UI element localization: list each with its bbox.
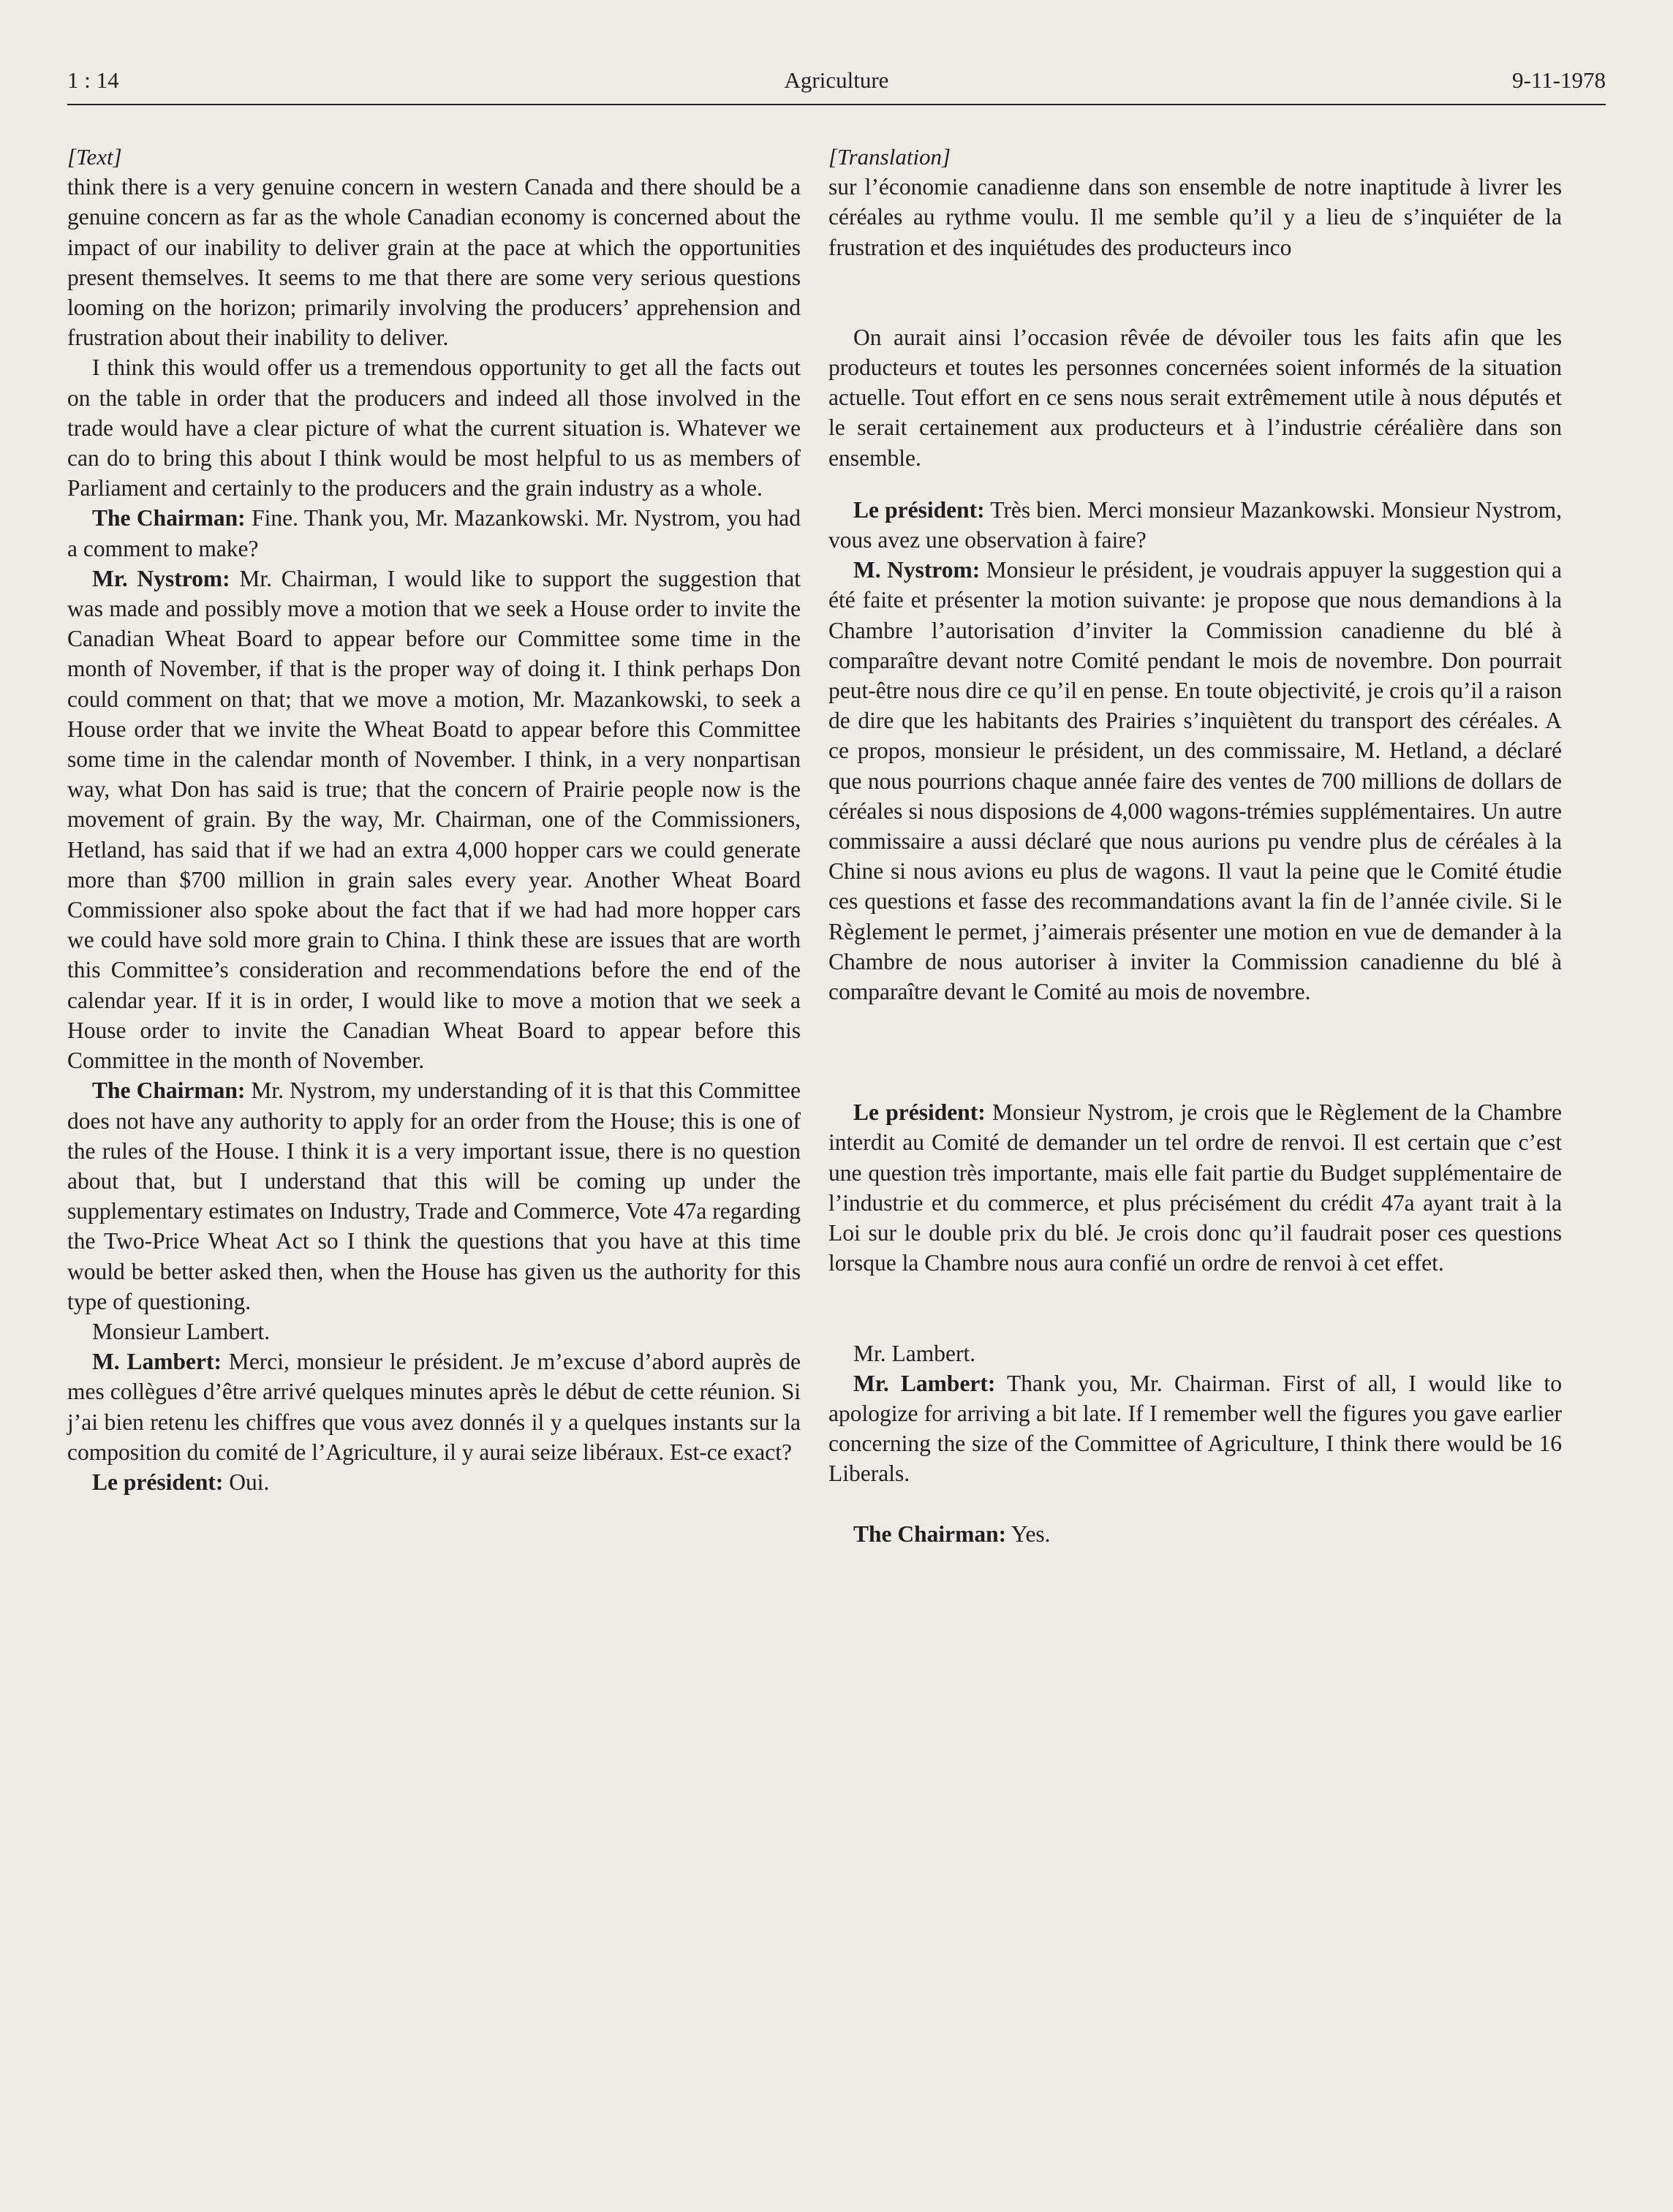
spacer: [828, 1007, 1562, 1097]
spacer: [828, 473, 1562, 495]
paragraph: think there is a very genuine concern in western Canada and there should be a genuine concern as far as the whole Canadian economy is concerned about the impact of our inability to deliver grain at the pace at which the opportunities present themselves. It seems to me that there are some very serious questions looming on the horizon; primarily involving the producers’ apprehension and frustration about their inability to deliver.: [67, 174, 801, 351]
speaker-name: M. Lambert:: [92, 1349, 222, 1375]
speech: [828, 1097, 1562, 1278]
running-title: Agriculture: [784, 67, 889, 93]
speech-text: Monsieur Nystrom, je crois que le Règlement de la Chambre interdit au Comité de demander un tel ordre de renvoi. Il est certain que c’est une question très importante, mais elle fait partie du Budget supplémentaire de l’industrie et du commerce, et plus précisément du crédit 47a ayant trait à la Loi sur le double prix du blé. Je crois donc qu’il faudrait poser ces questions lorsque la Chambre nous aura confié un ordre de renvoi à cet effet.: [828, 1099, 1562, 1276]
translation-label: [Translation]: [828, 144, 951, 170]
speech-text: Monsieur le président, je voudrais appuyer la suggestion qui a été faite et présenter la motion suivante: je propose que nous demandions à la Chambre l’autorisation d’inviter la Commission canadienne du blé à comparaître devant notre Comité pendant le mois de novembre. Don pourrait peut-être nous dire ce qu’il en pense. En toute objectivité, je crois qu’il a raison de dire que les habitants des Prairies s’inquiètent du transport des céréales. A ce propos, monsieur le président, un des commissaire, M. Hetland, a déclaré que nous pourrions chaque année faire des ventes de 700 millions de dollars de céréales si nous disposions de 4,000 wagons-trémies supplémentaires. Un autre commissaire a aussi déclaré que nous aurions pu vendre plus de céréales à la Chine si nous avions eu plus de wagons. Il vaut la peine que le Comité étudie ces questions et fasse des recommandations avant la fin de l’année civile. Si le Règlement le permet, j’aimerais présenter une motion en vue de demander à la Chambre de nous autoriser à inviter la Commission canadienne du blé à comparaître devant le Comité au mois de novembre.: [828, 557, 1563, 1005]
sitting-date: 9-11-1978: [1512, 67, 1606, 93]
speech-text: Merci, monsieur le président. Je m’excuse d’abord auprès de mes collègues d’être arrivé quelques minutes après le début de cette réunion. Si j’ai bien retenu les chiffres que vous avez donnés il y a quelques instants sur la composition du comité de l’Agriculture, il y aurai seize libéraux. Est-ce exact?: [67, 1349, 801, 1465]
paragraph: Monsieur Lambert.: [92, 1318, 271, 1344]
text-label: [Text]: [67, 144, 122, 170]
page-number: 1 : 14: [67, 67, 119, 93]
speech: [828, 1519, 1562, 1549]
speech-text: Yes.: [1006, 1520, 1051, 1547]
page-header: [67, 67, 1606, 101]
speech: [67, 503, 801, 563]
speaker-name: Le président:: [853, 496, 985, 523]
spacer: [828, 262, 1562, 322]
paragraph: sur l’économie canadienne dans son ensemble de notre inaptitude à livrer les céréales au rythme voulu. Il me semble qu’il y a lieu de s’inquiéter de la frustration et des inquiétudes des producteurs inco: [828, 174, 1562, 260]
speaker-name: Mr. Lambert:: [853, 1370, 996, 1396]
speech: [828, 1368, 1562, 1489]
english-column: [67, 142, 801, 1497]
speech: [67, 1346, 801, 1467]
speech: [67, 1467, 801, 1497]
paragraph: On aurait ainsi l’occasion rêvée de dévoiler tous les faits afin que les producteurs et toutes les personnes concernées soient informés de la situation actuelle. Tout effort en ce sens nous serait extrêmement utile à nous députés et le serait certainement aux producteurs et à l’industrie céréalière dans son ensemble.: [828, 324, 1562, 471]
speaker-name: Mr. Nystrom:: [92, 565, 230, 591]
speech-text: Oui.: [223, 1469, 270, 1495]
spacer: [828, 1279, 1562, 1338]
speech-text: Mr. Chairman, I would like to support the suggestion that was made and possibly move a motion that we seek a House order to invite the Canadian Wheat Board to appear before our Committee some time in the month of November, if that is the proper way of doing it. I think perhaps Don could comment on that; that we move a motion, Mr. Mazankowski, to seek a House order that we invite the Wheat Boatd to appear before this Committee some time in the calendar month of November. I think, in a very nonpartisan way, what Don has said is true; that the concern of Prairie people now is the movement of grain. By the way, Mr. Chairman, one of the Commissioners, Hetland, has said that if we had an extra 4,000 hopper cars we could generate more than $700 million in grain sales every year. Another Wheat Board Commissioner also spoke about the fact that if we had had more hopper cars we could have sold more grain to China. I think these are issues that are worth this Committee’s consideration and recommendations before the end of the calendar year. If it is in order, I would like to move a motion that we seek a House order to invite the Canadian Wheat Board to appear before this Committee in the month of November.: [67, 565, 801, 1074]
speaker-name: The Chairman:: [92, 1077, 246, 1104]
speaker-name: M. Nystrom:: [853, 557, 981, 583]
paragraph: I think this would offer us a tremendous opportunity to get all the facts out on the table in order that the producers and indeed all those involved in the trade would have a clear picture of what the current situation is. Whatever we can do to bring this about I think would be most helpful to us as members of Parliament and certainly to the producers and the grain industry as a whole.: [67, 355, 801, 501]
paragraph: Mr. Lambert.: [853, 1340, 976, 1366]
speaker-name: The Chairman:: [853, 1520, 1007, 1547]
speaker-name: Le président:: [92, 1469, 224, 1495]
speaker-name: The Chairman:: [92, 505, 246, 531]
speech: [67, 564, 801, 1075]
speech: [67, 1075, 801, 1317]
header-rule: [67, 104, 1606, 105]
speech: [828, 495, 1562, 555]
speech-text: Mr. Nystrom, my understanding of it is that this Committee does not have any authority to apply for an order from the House; this is one of the rules of the House. I think it is a very important issue, there is no question about that, but I understand that this will be coming up under the supplementary estimates on Industry, Trade and Commerce, Vote 47a regarding the Two-Price Wheat Act so I think the questions that you have at this time would be better asked then, when the House has given us the authority for this type of questioning.: [67, 1077, 801, 1314]
speech-text: Fine. Thank you, Mr. Mazankowski. Mr. Nystrom, you had a comment to make?: [67, 505, 801, 561]
speech: [828, 555, 1562, 1007]
spacer: [828, 1489, 1562, 1519]
french-column: [828, 142, 1562, 1549]
speaker-name: Le président:: [853, 1099, 986, 1126]
speech-text: Très bien. Merci monsieur Mazankowski. Monsieur Nystrom, vous avez une observation à faire?: [828, 496, 1562, 553]
speech-text: Thank you, Mr. Chairman. First of all, I would like to apologize for arriving a bit late. If I remember well the figures you gave earlier concerning the size of the Committee of Agriculture, I think there would be 16 Liberals.: [828, 1370, 1562, 1487]
